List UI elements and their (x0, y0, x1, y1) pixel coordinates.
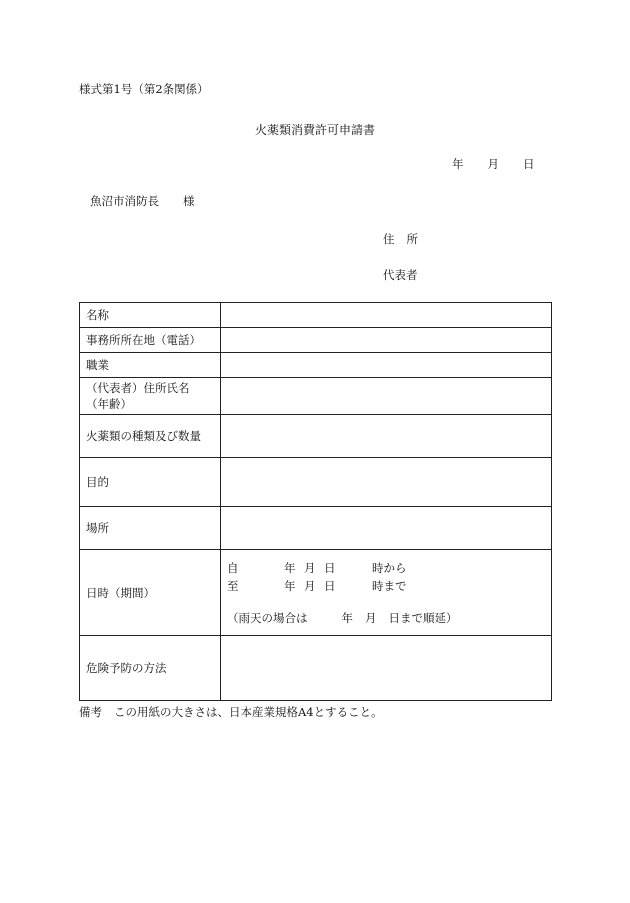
table-row (80, 636, 552, 701)
table-row (80, 507, 552, 550)
to-month-label: 月 (304, 578, 316, 593)
rain-year-label: 年 (341, 610, 353, 625)
rain-suffix: 日まで順延） (388, 610, 458, 625)
purpose-field[interactable] (221, 458, 552, 507)
explosives-label: 火薬類の種類及び数量 (80, 415, 221, 458)
to-prefix: 至 (227, 578, 239, 593)
from-month-label: 月 (304, 560, 316, 575)
remarks (79, 704, 383, 720)
from-prefix: 自 (227, 560, 239, 575)
datetime-field[interactable] (221, 550, 552, 636)
representative-label-line1: （代表者）住所氏名 (86, 381, 190, 395)
to-day-label: 日 (324, 578, 336, 593)
to-year-label: 年 (284, 578, 296, 593)
rain-month-label: 月 (365, 610, 377, 625)
occupation-field[interactable] (221, 353, 552, 378)
purpose-label: 目的 (80, 458, 221, 507)
representative-field[interactable] (221, 378, 552, 415)
addressee-honorific: 様 (183, 194, 195, 208)
hazard-field[interactable] (221, 636, 552, 701)
datetime-from-line (227, 559, 545, 577)
applicant-address-label (383, 231, 418, 247)
datetime-to-line (227, 577, 545, 595)
from-suffix: 時から (372, 560, 407, 575)
date-day-label: 日 (523, 157, 535, 171)
date-line (452, 156, 535, 172)
place-field[interactable] (221, 507, 552, 550)
table-row (80, 550, 552, 636)
occupation-label: 職業 (80, 353, 221, 378)
name-field[interactable] (221, 303, 552, 328)
rain-prefix: （雨天の場合は (227, 610, 308, 625)
address-label-part2: 所 (406, 232, 418, 246)
office-label: 事務所所在地（電話） (80, 328, 221, 353)
addressee (90, 193, 195, 209)
table-row (80, 353, 552, 378)
date-year-label: 年 (452, 157, 464, 171)
rain-postpone-line (227, 609, 545, 627)
address-label-part1: 住 (383, 232, 395, 246)
table-row (80, 328, 552, 353)
representative-label-line2: （年齢） (86, 397, 132, 411)
place-label: 場所 (80, 507, 221, 550)
to-suffix: 時まで (372, 578, 407, 593)
table-row (80, 378, 552, 415)
from-day-label: 日 (324, 560, 336, 575)
table-row (80, 303, 552, 328)
datetime-label: 日時（期間） (80, 550, 221, 636)
application-form-table (79, 302, 552, 701)
document-title: 火薬類消費許可申請書 (254, 123, 375, 137)
name-label: 名称 (80, 303, 221, 328)
form-number: 様式第1号（第2条関係） (79, 82, 209, 96)
addressee-name: 魚沼市消防長 (90, 194, 159, 208)
hazard-label: 危険予防の方法 (80, 636, 221, 701)
office-field[interactable] (221, 328, 552, 353)
table-row (80, 415, 552, 458)
table-row (80, 458, 552, 507)
representative-label (80, 378, 221, 415)
remarks-label: 備考 (79, 705, 102, 719)
from-year-label: 年 (284, 560, 296, 575)
date-month-label: 月 (487, 157, 499, 171)
remarks-text: この用紙の大きさは、日本産業規格A4とすること。 (114, 705, 383, 719)
explosives-field[interactable] (221, 415, 552, 458)
applicant-representative-label: 代表者 (383, 268, 418, 282)
